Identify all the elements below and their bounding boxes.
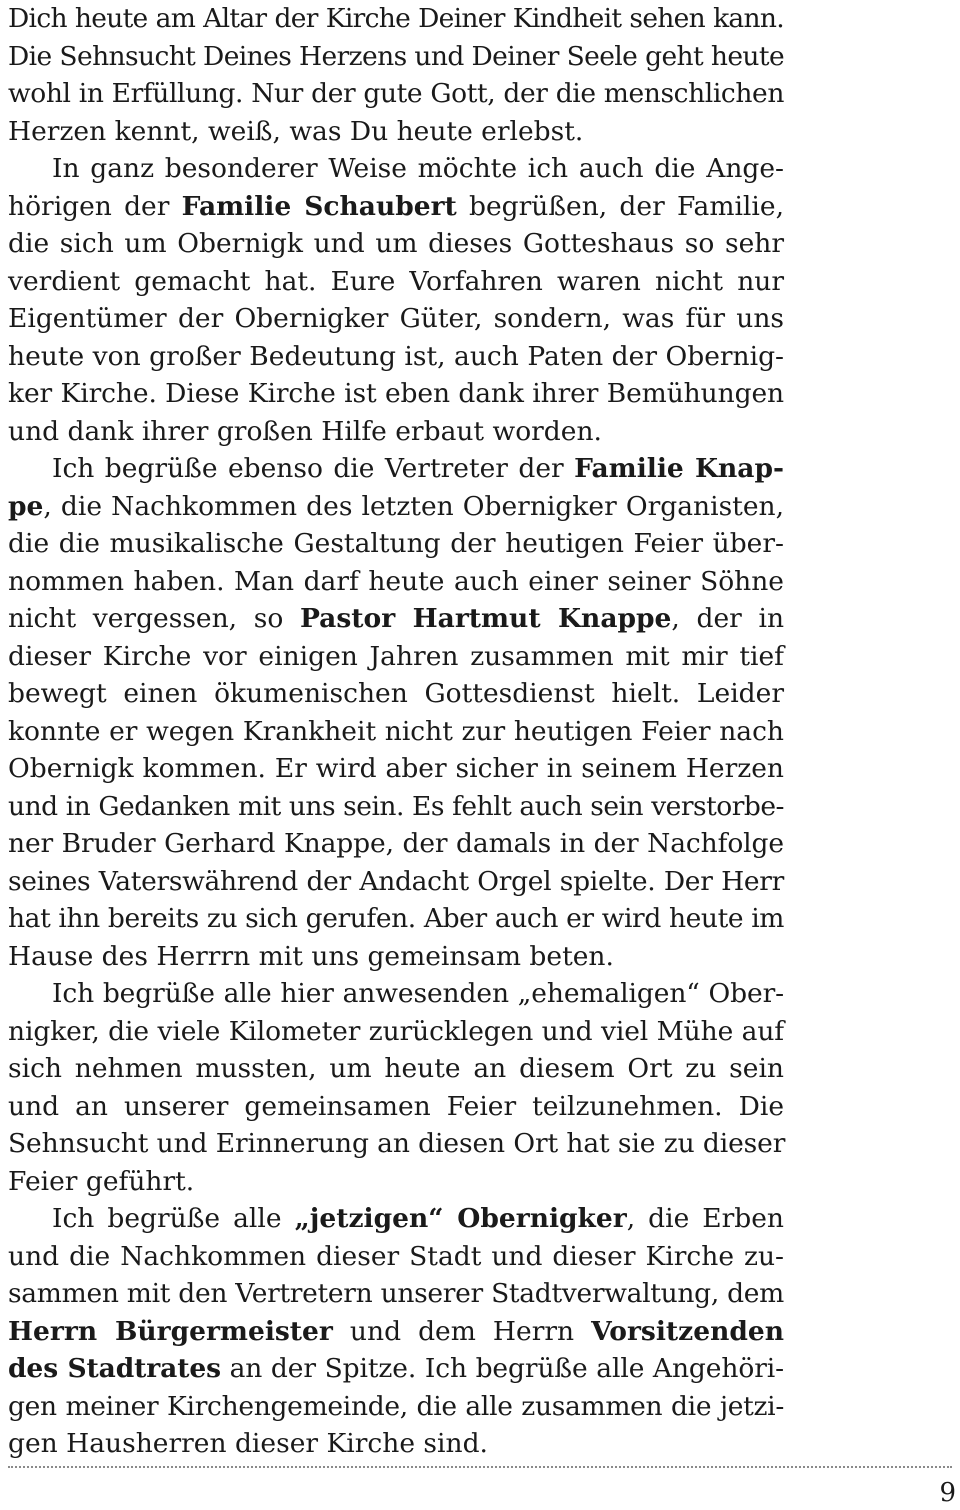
text-line: nigker, die viele Kilometer zurücklegen und viel Mühe auf [8,1015,784,1047]
text-line: hörigen der Familie Schaubert begrüßen, der Familie, [8,190,784,222]
emphasis-pastor-knappe: Pastor Hartmut Knappe [299,603,672,634]
emphasis-jetzigen-obernigker: „jetzigen“ Obernigker [294,1203,627,1234]
text-line: und die Nachkommen dieser Stadt und dieser Kirche zu- [8,1240,784,1272]
text-line: konnte er wegen Krankheit nicht zur heutigen Feier nach [8,715,784,747]
text-line: Sehnsucht und Erinnerung an diesen Ort hat sie zu dieser [8,1128,786,1159]
text-line: heute von großer Bedeutung ist, auch Paten der Obernig- [8,340,784,372]
emphasis-buergermeister: Herrn Bürgermeister [8,1315,333,1347]
text-line: dieser Kirche vor einigen Jahren zusammen mit mir tief [8,640,784,672]
emphasis-family-knappe-cont: pe [8,490,44,522]
page-number: 9 [939,1478,956,1508]
text-line: verdient gemacht hat. Eure Vorfahren waren nicht nur [8,265,784,297]
text-line: Herrn Bürgermeister und dem Herrn Vorsitzenden [8,1315,784,1347]
emphasis-family-knappe: Familie Knap- [574,453,785,484]
text-line: seines Vaterswährend der Andacht Orgel spielte. Der Herr [8,865,784,897]
text-line: pe, die Nachkommen des letzten Obernigker Organisten, [8,490,784,522]
text-line: wohl in Erfüllung. Nur der gute Gott, der die menschlichen [8,78,784,109]
text-line: und in Gedanken mit uns sein. Es fehlt auch sein verstorbe- [8,790,784,822]
text-line: ker Kirche. Diese Kirche ist eben dank ihrer Bemühungen [8,378,784,409]
text-line: Ich begrüße ebenso die Vertreter der Familie Knap- [52,453,785,484]
text-line: gen Hausherren dieser Kirche sind. [8,1428,488,1459]
text-line: gen meiner Kirchengemeinde, die alle zusammen die jetzi- [8,1390,784,1422]
text-line: des Stadtrates an der Spitze. Ich begrüße alle Angehöri- [8,1353,784,1384]
text-line: ner Bruder Gerhard Knappe, der damals in der Nachfolge [8,828,784,859]
emphasis-family-schaubert: Familie Schaubert [181,190,457,222]
text-line: die die musikalische Gestaltung der heutigen Feier über- [8,528,784,559]
text-line: Ich begrüße alle hier anwesenden „ehemaligen“ Ober- [52,978,784,1009]
text-line: sammen mit den Vertretern unserer Stadtverwaltung, dem [8,1278,784,1309]
text-line: Eigentümer der Obernigker Güter, sondern, was für uns [8,303,784,334]
text-line: Ich begrüße alle „jetzigen“ Obernigker, die Erben [52,1203,785,1234]
text-line: Hause des Herrrn mit uns gemeinsam beten. [8,940,614,972]
text-line: Die Sehnsucht Deines Herzens und Deiner Seele geht heute [8,40,785,72]
text-line: nommen haben. Man darf heute auch einer seiner Söhne [8,565,784,597]
text-line: und an unserer gemeinsamen Feier teilzunehmen. Die [8,1090,784,1122]
text-line: Obernigk kommen. Er wird aber sicher in seinem Herzen [8,753,784,784]
text-line: Herzen kennt, weiß, was Du heute erlebst. [8,115,584,147]
text-line: die sich um Obernigk und um dieses Gotteshaus so sehr [8,228,784,259]
text-line: hat ihn bereits zu sich gerufen. Aber auch er wird heute im [8,903,784,934]
document-body [8,0,784,1463]
emphasis-vorsitzenden: Vorsitzenden [591,1315,784,1347]
text-line: Dich heute am Altar der Kirche Deiner Kindheit sehen kann. [8,3,784,34]
text-line: nicht vergessen, so Pastor Hartmut Knappe, der in [8,603,785,634]
footer-divider [8,1466,952,1468]
text-line: sich nehmen mussten, um heute an diesem Ort zu sein [8,1053,784,1084]
text-line: bewegt einen ökumenischen Gottesdienst hielt. Leider [8,678,784,709]
emphasis-stadtrates: des Stadtrates [8,1353,221,1384]
text-line: und dank ihrer großen Hilfe erbaut worden. [8,415,602,447]
text-line: Feier geführt. [8,1165,195,1197]
text-line: In ganz besonderer Weise möchte ich auch die Ange- [52,153,784,184]
